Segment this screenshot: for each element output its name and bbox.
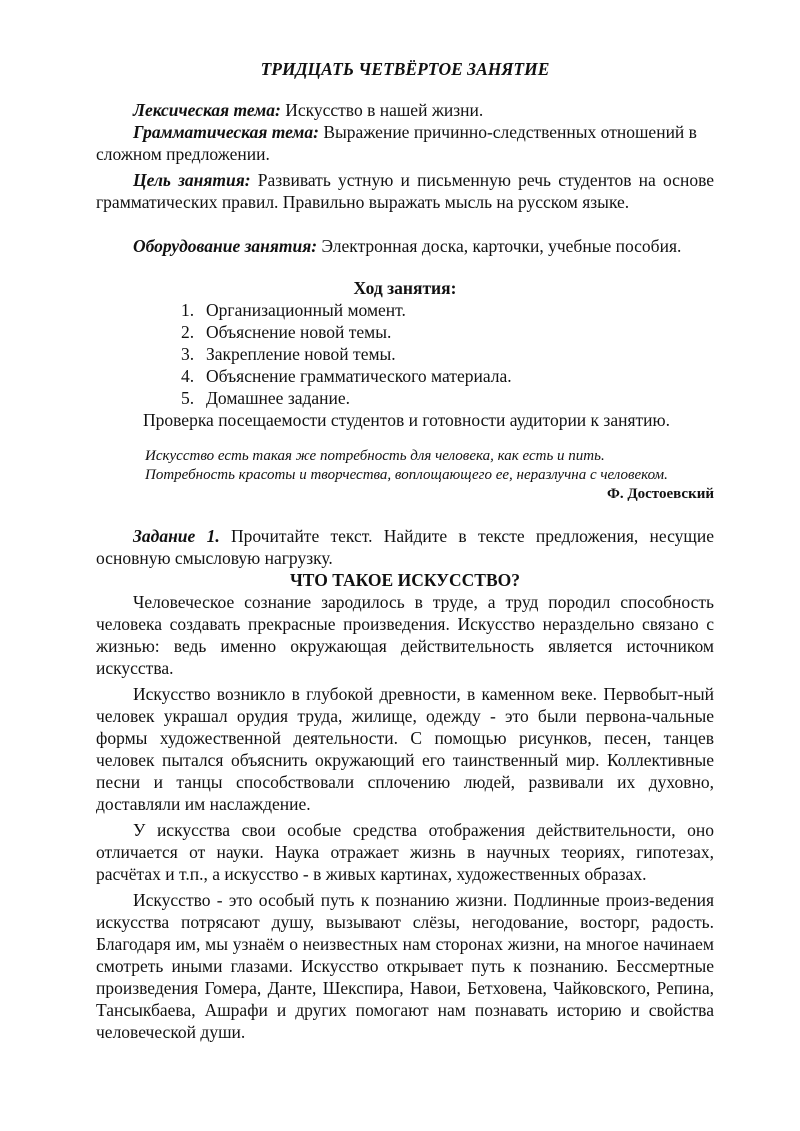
lexical-topic bbox=[96, 99, 714, 121]
lexical-topic-label: Лексическая тема: bbox=[133, 100, 281, 120]
list-item: 2. Объяснение новой темы. bbox=[181, 322, 392, 342]
course-heading: Ход занятия: bbox=[353, 278, 457, 298]
task-1-text: Прочитайте текст. Найдите в тексте предложения, несущие основную смысловую нагрузку. bbox=[96, 526, 714, 568]
lesson-title: ТРИДЦАТЬ ЧЕТВЁРТОЕ ЗАНЯТИЕ bbox=[260, 59, 550, 79]
reading-paragraph-2: Искусство возникло в глубокой древности, в каменном веке. Первобыт-ный человек украшал орудия труда, жилище, одежду - это были первона-чальные формы художественной деятельности. С помощью рисунков, песен, танцев человек пытался объяснить окружающий его таинственный мир. Коллективные песни и танцы способствовали сплочению людей, развивали их духовно, доставляли им наслаждение. bbox=[96, 684, 714, 814]
epigraph-line-1: Искусство есть такая же потребность для человека, как есть и пить. bbox=[145, 448, 605, 464]
lesson-goal-label: Цель занятия: bbox=[133, 170, 251, 190]
list-item: 5. Домашнее задание. bbox=[181, 388, 351, 408]
epigraph-author: Ф. Достоевский bbox=[606, 486, 714, 502]
lesson-equipment bbox=[96, 235, 714, 257]
list-item: 3. Закрепление новой темы. bbox=[181, 344, 396, 364]
reading-paragraph-4: Искусство - это особый путь к познанию жизни. Подлинные произ-ведения искусства потрясают душу, вызывают слёзы, негодование, восторг, радость. Благодаря им, мы узнаём о неизвестных нам сторонах жизни, на многое начинаем смотреть иными глазами. Искусство открывает путь к познанию. Бессмертные произведения Гомера, Данте, Шекспира, Навои, Бетховена, Чайковского, Репина, Тансыкбаева, Ашрафи и других помогают нам познавать историю и свойства человеческой души. bbox=[96, 890, 714, 1042]
grammar-topic-value: Выражение причинно-следственных отношений в сложном предложении. bbox=[96, 122, 697, 164]
lexical-topic-value: Искусство в нашей жизни. bbox=[280, 100, 484, 120]
lesson-goal-value: Развивать устную и письменную речь студентов на основе грамматических правил. Правильно выражать мысль на русском языке. bbox=[96, 170, 714, 212]
course-steps-list bbox=[96, 299, 714, 409]
reading-title: ЧТО ТАКОЕ ИСКУССТВО? bbox=[289, 570, 521, 590]
attendance-check: Проверка посещаемости студентов и готовности аудитории к занятию. bbox=[143, 410, 670, 430]
grammar-topic bbox=[96, 121, 714, 165]
epigraph-line-2: Потребность красоты и творчества, воплощающего ее, неразлучна с человеком. bbox=[145, 467, 668, 483]
list-item: 4. Объяснение грамматического материала. bbox=[181, 366, 512, 386]
lesson-equipment-label: Оборудование занятия: bbox=[133, 236, 318, 256]
list-item: 1. Организационный момент. bbox=[181, 300, 406, 320]
document-page bbox=[96, 58, 714, 1043]
lesson-equipment-value: Электронная доска, карточки, учебные пособия. bbox=[317, 236, 682, 256]
reading-paragraph-3: У искусства свои особые средства отображения действительности, оно отличается от науки. Наука отражает жизнь в научных теориях, гипотезах, расчётах и т.п., а искусство - в живых картинах, художественных образах. bbox=[96, 820, 714, 884]
lesson-goal bbox=[96, 169, 714, 213]
task-1-label: Задание 1. bbox=[133, 526, 220, 546]
task-1 bbox=[96, 525, 714, 569]
reading-paragraph-1: Человеческое сознание зародилось в труде, а труд породил способность человека создавать прекрасные произведения. Искусство нераздельно связано с жизнью: ведь именно окружающая действительность является источником искусства. bbox=[96, 592, 714, 678]
grammar-topic-label: Грамматическая тема: bbox=[133, 122, 319, 142]
